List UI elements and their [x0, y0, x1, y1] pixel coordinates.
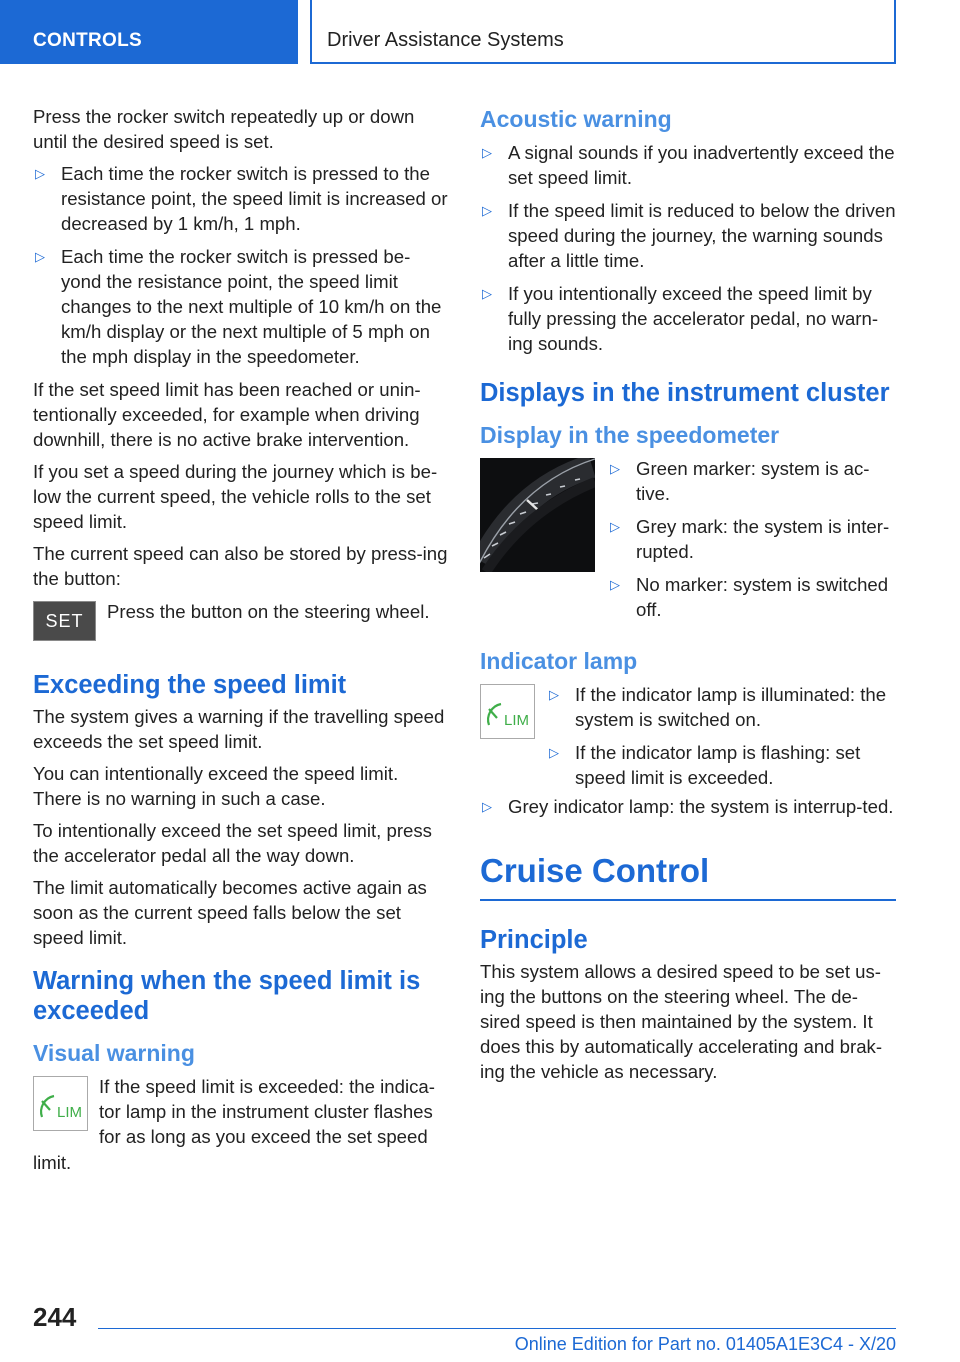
bullet-arrow-icon: ▷: [482, 203, 492, 218]
paragraph: The limit automatically becomes active again as soon as the current speed falls below the set speed limit.: [33, 877, 427, 948]
lim-label: LIM: [57, 1104, 83, 1121]
heading-cruise-control: Cruise Control: [480, 849, 896, 901]
chapter-header: [310, 0, 896, 64]
bullet-arrow-icon: ▷: [610, 577, 620, 592]
list-item: ▷ Each time the rocker switch is pressed to the resistance point, the speed limit is increased or decreased by 1 km/h, 1 mph.: [35, 163, 448, 234]
heading-principle: Principle: [480, 926, 588, 954]
list-item: ▷ A signal sounds if you inadvertently exceed the set speed limit.: [482, 142, 895, 188]
visual-warning-row: [33, 1074, 448, 1152]
bullet-arrow-icon: ▷: [35, 249, 45, 264]
set-button-row: [33, 598, 448, 654]
bullet-arrow-icon: ▷: [610, 461, 620, 476]
visual-warning-text: If the speed limit is exceeded: the indica‐tor lamp in the instrument cluster flashes for as long as you exceed the set speed: [99, 1076, 435, 1147]
section-label: CONTROLS: [33, 30, 143, 51]
bullet-arrow-icon: ▷: [610, 519, 620, 534]
list-item: ▷ No marker: system is switched off.: [610, 574, 889, 620]
right-column: [480, 104, 896, 1091]
heading-warning: Warning when the speed limit is exceeded: [33, 967, 421, 1025]
heading-acoustic-warning: Acoustic warning: [480, 106, 672, 132]
speedometer-row: [480, 456, 896, 634]
section-tab: [0, 0, 298, 64]
visual-warning-tail: limit.: [33, 1152, 72, 1173]
indicator-lamp-row: [480, 682, 896, 794]
list-item: ▷ If the indicator lamp is flashing: set speed limit is exceeded.: [549, 742, 861, 788]
paragraph: If you set a speed during the journey which is be‐low the current speed, the vehicle rolls to the set speed limit.: [33, 461, 438, 532]
list-item: ▷ If the speed limit is reduced to below the driven speed during the journey, the warning sounds after a little time.: [482, 200, 896, 271]
speedometer-image: [480, 458, 595, 572]
edition-text: Online Edition for Part no. 01405A1E3C4 - X/20: [514, 1334, 896, 1354]
set-button-icon: SET: [33, 601, 96, 641]
list-item: ▷ Each time the rocker switch is pressed be‐yond the resistance point, the speed limit changes to the next multiple of 10 km/h on the km/h display or the next multiple of 5 mph on the mph display in the speedometer.: [35, 246, 442, 367]
lim-indicator-icon: [480, 684, 535, 739]
list-item: ▷ Grey indicator lamp: the system is interrup‐ted.: [482, 796, 894, 817]
list-item: ▷ Green marker: system is ac‐tive.: [610, 458, 870, 504]
bullet-arrow-icon: ▷: [482, 145, 492, 160]
bullet-arrow-icon: ▷: [482, 799, 492, 814]
heading-exceeding: Exceeding the speed limit: [33, 671, 347, 699]
bullet-arrow-icon: ▷: [549, 687, 559, 702]
bullet-arrow-icon: ▷: [35, 166, 45, 181]
list-item: ▷ Grey mark: the system is inter‐rupted.: [610, 516, 890, 562]
heading-speedometer: Display in the speedometer: [480, 422, 780, 448]
paragraph: If the set speed limit has been reached or unin‐tentionally exceeded, for example when driving downhill, there is no active brake intervention.: [33, 379, 421, 450]
bullet-arrow-icon: ▷: [549, 745, 559, 760]
page-number: 244: [33, 1302, 77, 1332]
paragraph: To intentionally exceed the set speed limit, press the accelerator pedal all the way down.: [33, 820, 432, 866]
list-item: ▷ If the indicator lamp is illuminated: the system is switched on.: [549, 684, 887, 730]
set-button-text: Press the button on the steering wheel.: [107, 601, 430, 622]
chapter-title: Driver Assistance Systems: [327, 29, 564, 51]
heading-indicator-lamp: Indicator lamp: [480, 648, 638, 674]
lim-indicator-icon: [33, 1076, 88, 1131]
heading-visual-warning: Visual warning: [33, 1040, 195, 1066]
paragraph: Press the rocker switch repeatedly up or down until the desired speed is set.: [33, 106, 415, 152]
paragraph: This system allows a desired speed to be set us‐ing the buttons on the steering wheel. The de‐sired speed is then maintained by the system. It does this by automatically accelerating and brak‐ing the vehicle as necessary.: [480, 961, 883, 1082]
footer-divider: [98, 1328, 896, 1329]
paragraph: The current speed can also be stored by press‐ing the button:: [33, 543, 448, 589]
heading-displays: Displays in the instrument cluster: [480, 379, 890, 407]
left-column: [33, 104, 448, 1182]
list-item: ▷ If you intentionally exceed the speed limit by fully pressing the accelerator pedal, no warn‐ing sounds.: [482, 283, 879, 354]
bullet-arrow-icon: ▷: [482, 286, 492, 301]
lim-label: LIM: [504, 712, 530, 729]
paragraph: You can intentionally exceed the speed limit. There is no warning in such a case.: [33, 763, 399, 809]
paragraph: The system gives a warning if the travelling speed exceeds the set speed limit.: [33, 706, 445, 752]
